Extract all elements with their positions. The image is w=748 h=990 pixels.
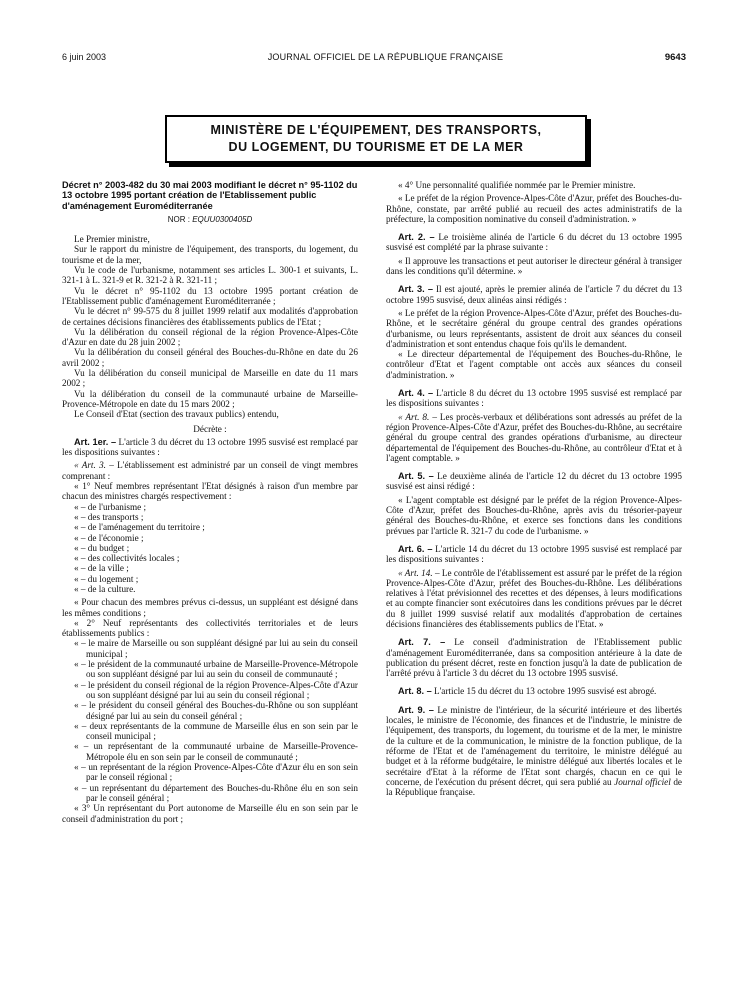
list-item: « – du budget ; [74,542,130,553]
article-text: Le conseil d'administration de l'Etablissement public d'aménagement Euroméditerranée, dans sa composition antérieure à la date de publication du présent décret, reste en fonction jusqu'à la date de publication de l'arrêté prévu à l'article 3 du décret du 13 octobre 1995 susvisé. [386,637,683,679]
paragraph: Sur le rapport du ministre de l'équipement, des transports, du logement, du tourisme et de la mer, [62,244,358,265]
article-text: L'article 8 du décret du 13 octobre 1995 susvisé est remplacé par les dispositions suivantes : [386,388,682,409]
nor-reference [62,215,358,225]
paragraph: « Le préfet de la région Provence-Alpes-Côte d'Azur, préfet des Bouches-du-Rhône, et le secrétaire général du groupe central des grandes opérations d'urbanisme, ou leurs représentants, assistent de droit aux séances du conseil d'administration et sont entendus chaque fois qu'ils le demandent. [386,307,682,349]
decrete-heading: Décrète : [193,423,227,434]
article-1 [62,437,358,458]
journal-officiel-ref: Journal officiel [614,776,671,787]
article-label: Art. 2. – [398,232,435,243]
list-item: « – des collectivités locales ; [74,553,180,564]
left-column [62,180,358,824]
paragraph: Vu la délibération du conseil municipal de Marseille en date du 11 mars 2002 ; [62,368,358,389]
paragraph: « L'agent comptable est désigné par le préfet de la région Provence-Alpes-Côte d'Azur, préfet des Bouches-du-Rhône, après avis du trésorier-payeur général des Bouches-du-Rhône, et exerce ses fonctions dans les conditions prévues par l'article R. 321-7 du code de l'urbanisme. » [386,494,682,536]
paragraph: Le Conseil d'Etat (section des travaux publics) entendu, [74,409,279,420]
paragraph: « Le préfet de la région Provence-Alpes-Côte d'Azur, préfet des Bouches-du-Rhône, constate, par arrêté publié au recueil des actes administratifs de la préfecture, la composition nominative du conseil d'administration. » [386,193,682,224]
paragraph: Vu le décret n° 99-575 du 8 juillet 1999 relatif aux modalités d'approbation de certaines décisions financières des établissements publics de l'Etat ; [62,306,358,327]
paragraph: « Pour chacun des membres prévus ci-dessus, un suppléant est désigné dans les mêmes conditions ; [62,597,358,618]
list-item: « – un représentant de la région Provence-Alpes-Côte d'Azur élu en son sein par le conseil régional ; [74,762,358,783]
list-item: « – de la culture. [74,583,136,594]
article-label: Art. 8. – [398,686,432,697]
article-label: Art. 6. – [398,543,433,554]
paragraph: « Le directeur départemental de l'équipement des Bouches-du-Rhône, le contrôleur d'Etat et l'agent comptable ont accès aux séances du conseil d'administration. » [386,349,682,380]
article-4 [386,388,682,409]
article-7 [386,637,682,678]
list-item: « – deux représentants de la commune de Marseille élus en son sein par le conseil municipal ; [74,720,358,742]
paragraph: Vu le décret n° 95-1102 du 13 octobre 1995 portant création de l'Etablissement public d'aménagement Euroméditerranée ; [62,285,358,306]
article-label: Art. 9. – [398,704,434,715]
article-8-quote [386,412,682,463]
article-text: Le ministre de l'intérieur, de la sécurité intérieure et des libertés locales, le ministre de l'économie, des finances et de l'industrie, le ministre de l'équipement, des transports, du logement, du tourisme et de la mer, le ministre de la culture et de la communication, le ministre de la fonction publique, de la réforme de l'Etat et de l'aménagement du territoire, le ministre délégué au budget et à la réforme budgétaire, le ministre délégué aux libertés locales et le secrétaire d'Etat à la réforme de l'Etat sont chargés, chacun en ce qui le concerne, de l'exécution du présent décret, qui sera publié au [386,704,683,787]
article-14-quote [386,568,682,630]
list-item: « – le président du conseil général des Bouches-du-Rhône ou son suppléant désigné par lui au sein du conseil général ; [74,700,358,721]
paragraph: Vu la délibération du conseil régional de la région Provence-Alpes-Côte d'Azur en date du 28 juin 2002 ; [62,326,358,348]
list-item: « – du logement ; [74,573,139,584]
list-item: « – de la ville ; [74,563,129,574]
article-text: Il est ajouté, après le premier alinéa de l'article 7 du décret du 13 octobre 1995 susvisé, deux alinéas ainsi rédigés : [386,284,682,305]
list-intro: « 2° Neuf représentants des collectivités territoriales et de leurs établissements publics : [62,617,358,639]
article-text: L'article 15 du décret du 13 octobre 1995 susvisé est abrogé. [434,686,657,697]
article-text: – Les procès-verbaux et délibérations sont adressés au préfet de la région Provence-Alpes-Côte d'Azur, préfet des Bouches-du-Rhône, au secrétaire général du groupe central des grandes opérations d'urbanisme, au directeur départemental de l'équipement des Bouches-du-Rhône, au contrôleur d'Etat et à l'agent comptable. » [386,411,683,463]
paragraph: « 4° Une personnalité qualifiée nommée par le Premier ministre. [398,180,636,190]
article-text: – Le contrôle de l'établissement est assuré par le préfet de la région Provence-Alpes-Côte d'Azur, préfet des Bouches-du-Rhône. Les délibérations relatives à l'état prévisionnel des recettes et des dépenses, à leurs modifications et au compte financier sont exécutoires dans les conditions prévues par le décret du 8 juillet 1999 susvisé relatif aux modalités d'approbation de certaines décisions financières des établissements publics de l'Etat. » [386,567,682,629]
header-date: 6 juin 2003 [62,52,107,62]
list-intro: « 1° Neuf membres représentant l'Etat désignés à raison d'un membre par chacun des ministres chargés respectivement : [62,481,358,502]
right-column [386,180,682,797]
article-text: Le troisième alinéa de l'article 6 du décret du 13 octobre 1995 susvisé est complété par la phrase suivante : [386,232,682,253]
quoted-article-label: « Art. 3. [74,460,106,471]
article-8 [386,686,682,696]
article-text-end: de la République française. [386,776,682,798]
article-9 [386,705,682,798]
list-item: « – de l'urbanisme ; [74,501,147,512]
decree-title: Décret n° 2003-482 du 30 mai 2003 modifiant le décret n° 95-1102 du 13 octobre 1995 portant création de l'Etablissement public d'aménagement Euroméditerranée [62,180,358,211]
ministry-box [165,115,587,163]
paragraph: Vu le code de l'urbanisme, notamment ses articles L. 300-1 et suivants, L. 321-1 à L. 321-9 et R. 321-2 à R. 321-11 ; [62,265,358,286]
article-3-quote [62,460,358,481]
paragraph: Le Premier ministre, [74,234,150,245]
article-text: L'article 14 du décret du 13 octobre 1995 susvisé est remplacé par les dispositions suivantes : [386,543,682,565]
article-label: Art. 3. – [398,284,434,295]
journal-title: JOURNAL OFFICIEL DE LA RÉPUBLIQUE FRANÇAISE [267,52,504,62]
list-item: « – le président de la communauté urbaine de Marseille-Provence-Métropole ou son suppléant désigné par lui au sein du conseil de communauté ; [74,659,358,680]
paragraph: « 3° Un représentant du Port autonome de Marseille élu en son sein par le conseil d'administration du port ; [62,803,358,824]
nor-label: NOR : [167,214,190,224]
article-2 [386,232,682,253]
quoted-article-label: « Art. 14. [398,567,433,578]
article-3 [386,284,682,305]
article-text: L'article 3 du décret du 13 octobre 1995 susvisé est remplacé par les dispositions suivantes : [62,436,358,458]
article-text: – L'établissement est administré par un conseil de vingt membres comprenant : [62,460,359,481]
list-item: « – de l'aménagement du territoire ; [74,522,205,533]
article-5 [386,471,682,492]
ministry-line-1: MINISTÈRE DE L'ÉQUIPEMENT, DES TRANSPORTS, [210,123,542,137]
article-label: Art. 5. – [398,471,434,482]
article-label: Art. 4. – [398,388,434,399]
paragraph: « Il approuve les transactions et peut autoriser le directeur général à transiger dans les conditions qu'il détermine. » [386,255,682,277]
nor-value: EQUU0300405D [192,214,253,224]
paragraph: Vu la délibération du conseil général des Bouches-du-Rhône en date du 26 avril 2002 ; [62,347,358,368]
list-item: « – un représentant de la communauté urbaine de Marseille-Provence-Métropole élu en son sein par le conseil de communauté ; [74,741,358,762]
list-item: « – le président du conseil régional de la région Provence-Alpes-Côte d'Azur ou son suppléant désigné par lui au sein du conseil régional ; [74,679,358,700]
ministry-line-2: DU LOGEMENT, DU TOURISME ET DE LA MER [228,140,524,154]
page-number: 9643 [664,52,686,63]
page-header [62,52,686,63]
article-text: Le deuxième alinéa de l'article 12 du décret du 13 octobre 1995 susvisé est ainsi rédigé : [386,471,683,492]
quoted-article-label: « Art. 8. [398,411,430,422]
article-6 [386,544,682,565]
list-item: « – de l'économie ; [74,532,144,543]
article-label: Art. 1er. – [74,436,117,447]
list-item: « – un représentant du département des Bouches-du-Rhône élu en son sein par le conseil général ; [74,782,358,803]
list-item: « – le maire de Marseille ou son suppléant désigné par lui au sein du conseil municipal ; [74,638,358,659]
list-item: « – des transports ; [74,511,144,522]
article-label: Art. 7. – [398,637,446,648]
paragraph: Vu la délibération du conseil de la communauté urbaine de Marseille-Provence-Métropole en date du 15 mars 2002 ; [62,388,358,409]
